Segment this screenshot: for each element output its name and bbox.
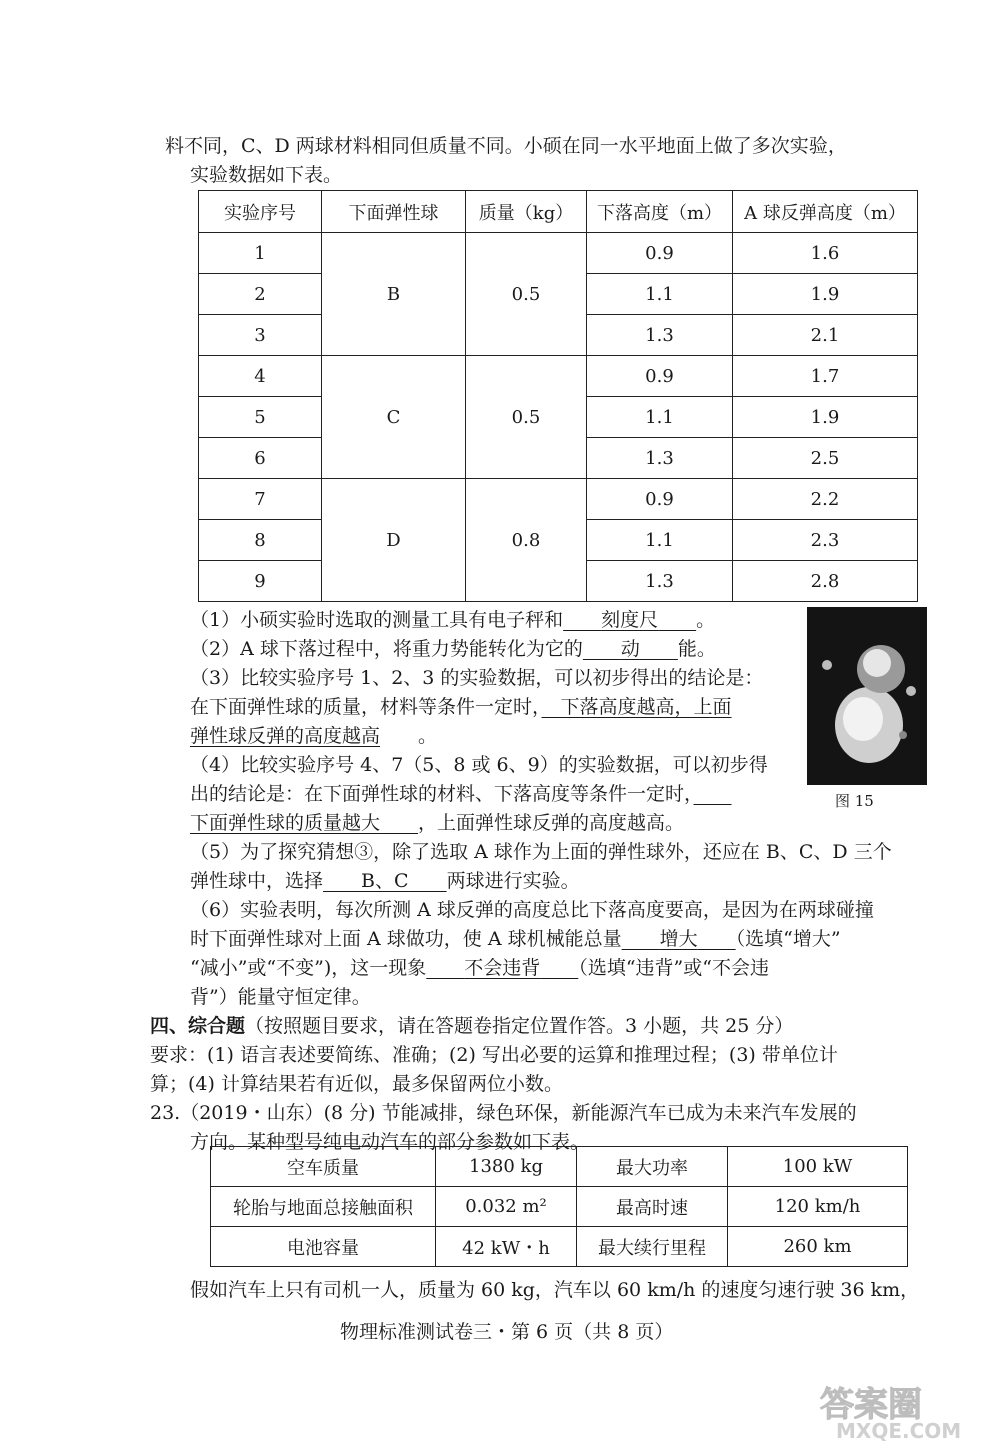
cell-rebound: 1.7	[733, 356, 918, 397]
q6-hint-2: （选填“违背”或“不会违	[578, 957, 769, 979]
spec-label: 最高时速	[577, 1187, 728, 1227]
cell-no: 3	[199, 315, 322, 356]
spec-label: 轮胎与地面总接触面积	[211, 1187, 436, 1227]
question-2	[190, 635, 716, 663]
table-row	[211, 1187, 908, 1227]
cell-no: 4	[199, 356, 322, 397]
question-6-line-2	[190, 925, 841, 953]
q2-end: 能。	[677, 638, 716, 660]
col-header: 质量（kg）	[466, 191, 587, 233]
watermark-text: 答案圈	[820, 1385, 922, 1425]
cell-height: 1.1	[587, 274, 733, 315]
cell-no: 7	[199, 479, 322, 520]
q6-answer-2: 不会违背	[464, 957, 541, 979]
spec-value: 1380 kg	[436, 1147, 577, 1187]
vehicle-spec-table	[210, 1146, 908, 1267]
cell-height: 1.3	[587, 315, 733, 356]
intro-line-1: 料不同，C、D 两球材料相同但质量不同。小硕在同一水平地面上做了多次实验，	[165, 135, 847, 157]
figure-15-photo	[807, 607, 927, 785]
spec-value: 120 km/h	[728, 1187, 908, 1227]
q4-end: ，上面弹性球反弹的高度越高。	[418, 812, 685, 834]
cell-rebound: 2.2	[733, 479, 918, 520]
cell-rebound: 2.1	[733, 315, 918, 356]
section-4-heading	[150, 1012, 793, 1040]
figure-caption: 图 15	[835, 792, 874, 810]
q1-text: （1）小硕实验时选取的测量工具有电子秤和	[190, 609, 564, 631]
question-1	[190, 606, 715, 634]
q2-text: （2）A 球下落过程中，将重力势能转化为它的	[190, 638, 583, 660]
spec-value: 0.032 m²	[436, 1187, 577, 1227]
question-4-line-1: （4）比较实验序号 4、7（5、8 或 6、9）的实验数据，可以初步得	[190, 754, 768, 776]
watermark-logo	[800, 1378, 996, 1442]
watermark-graphic	[800, 1378, 996, 1442]
cell-rebound: 1.9	[733, 397, 918, 438]
cell-height: 0.9	[587, 356, 733, 397]
stacked-balls-image	[807, 607, 927, 785]
question-3-line-3	[190, 722, 437, 750]
spec-label: 最大续行里程	[577, 1227, 728, 1267]
cell-no: 5	[199, 397, 322, 438]
table-row	[199, 356, 918, 397]
table-row	[199, 479, 918, 520]
cell-height: 0.9	[587, 233, 733, 274]
cell-ball: C	[322, 356, 466, 479]
q3-answer-b: 弹性球反弹的高度越高	[190, 725, 381, 747]
cell-height: 1.1	[587, 397, 733, 438]
cell-height: 1.1	[587, 520, 733, 561]
cell-no: 2	[199, 274, 322, 315]
cell-no: 9	[199, 561, 322, 602]
table-row	[211, 1227, 908, 1267]
table-row	[211, 1147, 908, 1187]
spec-value: 260 km	[728, 1227, 908, 1267]
q6-text-2: “减小”或“不变”)，这一现象	[190, 957, 427, 979]
q5-answer: B、C	[361, 870, 409, 892]
question-6-line-3	[190, 954, 769, 982]
cell-rebound: 1.9	[733, 274, 918, 315]
q5-text: 弹性球中，选择	[190, 870, 324, 892]
q3-text: 在下面弹性球的质量，材料等条件一定时，	[190, 696, 542, 718]
col-header: A 球反弹高度（m）	[733, 191, 918, 233]
cell-mass: 0.5	[466, 233, 587, 356]
q6-answer-1: 增大	[659, 928, 698, 950]
cell-rebound: 2.5	[733, 438, 918, 479]
q4-text: 出的结论是：在下面弹性球的材料、下落高度等条件一定时，	[190, 783, 694, 805]
spec-value: 42 kW・h	[436, 1227, 577, 1267]
q3-answer-a: 下落高度越高，上面	[560, 696, 732, 718]
section-4-title: 四、综合题	[150, 1015, 246, 1037]
table-header-row	[199, 191, 918, 233]
cell-ball: D	[322, 479, 466, 602]
experiment-table	[198, 190, 918, 602]
question-6-line-1: （6）实验表明，每次所测 A 球反弹的高度总比下落高度要高，是因为在两球碰撞	[190, 899, 874, 921]
question-3-line-2	[190, 693, 732, 721]
q1-answer: 刻度尺	[601, 609, 659, 631]
question-4-line-2	[190, 780, 732, 808]
q4-answer: 下面弹性球的质量越大	[190, 812, 381, 834]
intro-line-2: 实验数据如下表。	[190, 164, 343, 186]
question-4-line-3	[190, 809, 684, 837]
cell-no: 1	[199, 233, 322, 274]
question-5-line-2	[190, 867, 580, 895]
cell-mass: 0.5	[466, 356, 587, 479]
table-row	[199, 233, 918, 274]
cell-ball: B	[322, 233, 466, 356]
page-footer: 物理标准测试卷三・第 6 页（共 8 页）	[340, 1321, 674, 1343]
spec-label: 最大功率	[577, 1147, 728, 1187]
cell-rebound: 2.8	[733, 561, 918, 602]
cell-rebound: 2.3	[733, 520, 918, 561]
question-23-line-2: 方向。某种型号纯电动汽车的部分参数如下表。	[190, 1131, 590, 1153]
q6-hint: （选填“增大”	[735, 928, 841, 950]
question-23-line-3: 假如汽车上只有司机一人，质量为 60 kg，汽车以 60 km/h 的速度匀速行驶 36 km，	[190, 1279, 920, 1301]
cell-height: 0.9	[587, 479, 733, 520]
section-4-note: （按照题目要求，请在答题卷指定位置作答。3 小题，共 25 分）	[245, 1015, 794, 1037]
col-header: 实验序号	[199, 191, 322, 233]
cell-height: 1.3	[587, 438, 733, 479]
cell-rebound: 1.6	[733, 233, 918, 274]
question-5-line-1: （5）为了探究猜想③，除了选取 A 球作为上面的弹性球外，还应在 B、C、D 三个	[190, 841, 892, 863]
question-23-line-1: 23.（2019・山东）(8 分) 节能减排，绿色环保，新能源汽车已成为未来汽车发展的	[150, 1102, 857, 1124]
cell-height: 1.3	[587, 561, 733, 602]
col-header: 下落高度（m）	[587, 191, 733, 233]
q5-end: 两球进行实验。	[446, 870, 580, 892]
spec-label: 电池容量	[211, 1227, 436, 1267]
question-3-line-1: （3）比较实验序号 1、2、3 的实验数据，可以初步得出的结论是：	[190, 667, 764, 689]
watermark-url: MXQE.COM	[836, 1419, 962, 1442]
spec-label: 空车质量	[211, 1147, 436, 1187]
question-6-line-4: 背”）能量守恒定律。	[190, 986, 371, 1008]
spec-value: 100 kW	[728, 1147, 908, 1187]
q2-answer: 动	[620, 638, 640, 660]
q6-text: 时下面弹性球对上面 A 球做功，使 A 球机械能总量	[190, 928, 622, 950]
q3-end: 。	[418, 725, 438, 747]
requirements-line-1: 要求：(1) 语言表述要简练、准确；(2) 写出必要的运算和推理过程；(3) 带单位计	[150, 1044, 838, 1066]
cell-no: 6	[199, 438, 322, 479]
q1-end: 。	[696, 609, 716, 631]
cell-mass: 0.8	[466, 479, 587, 602]
col-header: 下面弹性球	[322, 191, 466, 233]
requirements-line-2: 算；(4) 计算结果若有近似，最多保留两位小数。	[150, 1073, 563, 1095]
cell-no: 8	[199, 520, 322, 561]
